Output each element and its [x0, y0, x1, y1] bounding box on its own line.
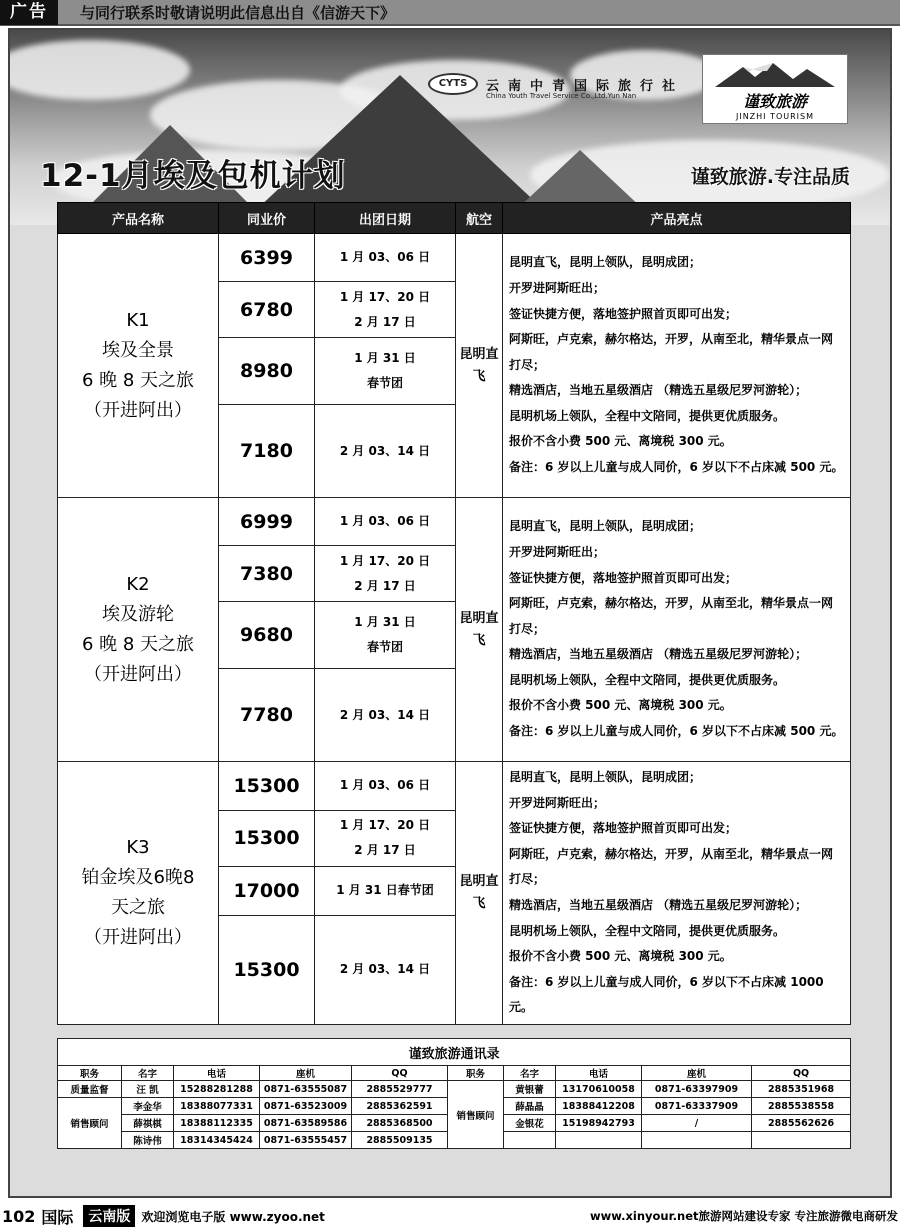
directory-title: 谨致旅游通讯录: [58, 1039, 851, 1066]
directory-header: 职务 名字 电话 座机 QQ 职务 名字 电话 座机 QQ: [58, 1066, 851, 1081]
slogan: 谨致旅游.专注品质: [690, 166, 850, 188]
table-row: [58, 234, 851, 282]
ad-label: 广告: [0, 0, 58, 25]
mountain-icon: [715, 61, 835, 87]
price: 7780: [219, 669, 315, 762]
edition-badge: 云南版: [83, 1205, 135, 1227]
price: 15300: [219, 810, 315, 867]
highlights-k1: 昆明直飞，昆明上领队，昆明成团； 开罗进阿斯旺出； 签证快捷方便，落地签护照首页即可出发； 阿斯旺，卢克索，赫尔格达，开罗，从南至北，精华景点一网打尽； 精选酒店，当地五星级酒店 （精选五星级尼罗河游轮）； 昆明机场上领队，全程中文陪同，提供更优质服务。 报价不含小费 500 元、离境税 300 元。 备注：6 岁以上儿童与成人同价，6 岁以下不占床减 500 元。: [503, 234, 851, 498]
section-label: 国际: [41, 1207, 74, 1227]
price: 7180: [219, 405, 315, 498]
source-notice: 与同行联系时敬请说明此信息出自《信游天下》: [80, 3, 396, 22]
top-banner: [0, 0, 900, 26]
agency-name-en: China Youth Travel Service Co.,Ltd.Yun Nan: [486, 92, 637, 100]
departure-date: 2 月 03、14 日: [315, 405, 456, 498]
price: 17000: [219, 867, 315, 916]
table-row: 陈诗伟 18314345424 0871-63555457 2885509135: [58, 1132, 851, 1149]
highlights-k3: 昆明直飞，昆明上领队，昆明成团； 开罗进阿斯旺出； 签证快捷方便，落地签护照首页即可出发； 阿斯旺，卢克索，赫尔格达，开罗，从南至北，精华景点一网打尽； 精选酒店，当地五星级酒店 （精选五星级尼罗河游轮）； 昆明机场上领队，全程中文陪同，提供更优质服务。 报价不含小费 500 元、离境税 300 元。 备注：6 岁以上儿童与成人同价，6 岁以下不占床减 1000 元。: [503, 762, 851, 1025]
contact-directory: [57, 1038, 851, 1149]
departure-date: 1 月 17、20 日 2 月 17 日: [315, 282, 456, 338]
col-product: 产品名称: [58, 203, 219, 234]
table-row: 质量监督 汪 凯 15288281288 0871-63555087 2885529777 销售顾问 黄银蕾 13170610058 0871-63397909 2885351968: [58, 1081, 851, 1098]
agency-logo: [428, 64, 684, 104]
price: 9680: [219, 602, 315, 669]
page-number: 102: [2, 1206, 36, 1226]
airline: 昆明直飞: [456, 234, 503, 498]
departure-date: 1 月 03、06 日: [315, 762, 456, 811]
table-header: [58, 203, 851, 234]
product-name-k2: K2 埃及游轮 6 晚 8 天之旅 （开进阿出）: [58, 498, 219, 762]
departure-date: 1 月 17、20 日 2 月 17 日: [315, 546, 456, 602]
price: 7380: [219, 546, 315, 602]
departure-date: 1 月 03、06 日: [315, 498, 456, 546]
table-row: [58, 498, 851, 546]
welcome-link[interactable]: 欢迎浏览电子版 www.zyoo.net: [141, 1209, 325, 1224]
brand-logo: [702, 54, 848, 124]
product-name-k3: K3 铂金埃及6晚8 天之旅 （开进阿出）: [58, 762, 219, 1025]
col-highlights: 产品亮点: [503, 203, 851, 234]
departure-date: 1 月 31 日春节团: [315, 867, 456, 916]
price: 6399: [219, 234, 315, 282]
departure-date: 1 月 17、20 日 2 月 17 日: [315, 810, 456, 867]
departure-date: 1 月 31 日 春节团: [315, 338, 456, 405]
highlights-k2: 昆明直飞，昆明上领队，昆明成团； 开罗进阿斯旺出； 签证快捷方便，落地签护照首页即可出发； 阿斯旺，卢克索，赫尔格达，开罗，从南至北，精华景点一网打尽； 精选酒店，当地五星级酒店 （精选五星级尼罗河游轮）； 昆明机场上领队，全程中文陪同，提供更优质服务。 报价不含小费 500 元、离境税 300 元。 备注：6 岁以上儿童与成人同价，6 岁以下不占床减 500 元。: [503, 498, 851, 762]
col-airline: 航空: [456, 203, 503, 234]
footer-promo-link[interactable]: www.xinyour.net旅游网站建设专家 专注旅游微电商研发: [589, 1209, 898, 1223]
agency-name: 云南中青国际旅行社: [486, 78, 685, 94]
footer: [0, 1202, 900, 1230]
product-name-k1: K1 埃及全景 6 晚 8 天之旅 （开进阿出）: [58, 234, 219, 498]
tour-table: [57, 202, 851, 1025]
advertisement-page: [8, 28, 892, 1198]
page-title: 12-1月埃及包机计划: [40, 158, 346, 194]
price: 15300: [219, 915, 315, 1024]
price: 8980: [219, 338, 315, 405]
price: 6999: [219, 498, 315, 546]
brand-name-en: JINZHI TOURISM: [735, 112, 815, 121]
table-row: 销售顾问 李金华 18388077331 0871-63523009 2885362591 薛晶晶 18388412208 0871-63337909 2885538558: [58, 1098, 851, 1115]
table-row: [58, 762, 851, 811]
cyts-logo-icon: CYTS: [428, 73, 478, 95]
airline: 昆明直飞: [456, 498, 503, 762]
col-price: 同业价: [219, 203, 315, 234]
departure-date: 2 月 03、14 日: [315, 915, 456, 1024]
col-date: 出团日期: [315, 203, 456, 234]
right-role: 销售顾问: [448, 1081, 504, 1149]
brand-name: 谨致旅游: [742, 92, 807, 111]
price: 6780: [219, 282, 315, 338]
departure-date: 1 月 31 日 春节团: [315, 602, 456, 669]
price: 15300: [219, 762, 315, 811]
departure-date: 1 月 03、06 日: [315, 234, 456, 282]
table-row: 薛祺棋 18388112335 0871-63589586 2885368500 金银花 15198942793 / 2885562626: [58, 1115, 851, 1132]
airline: 昆明直飞: [456, 762, 503, 1025]
departure-date: 2 月 03、14 日: [315, 669, 456, 762]
